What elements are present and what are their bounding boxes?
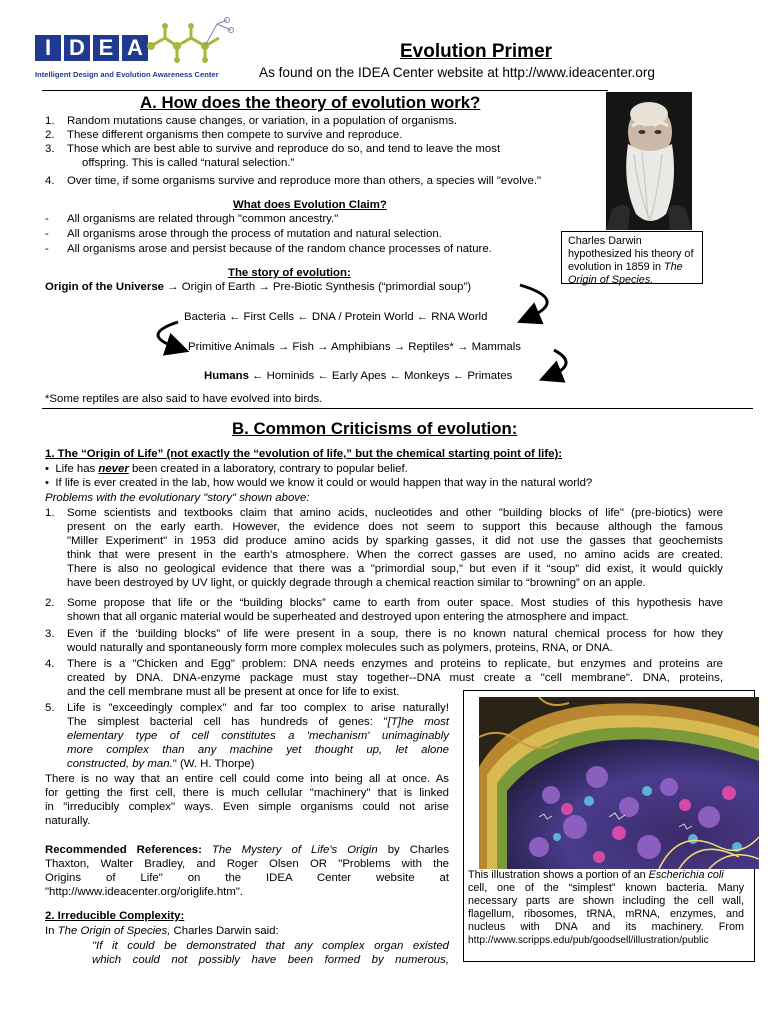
problem-line: Even if the ‘building blocks” of life were present in a soup, there is no known natural chemical process for how they [67, 628, 723, 640]
story-heading: The story of evolution: [228, 267, 351, 279]
problem-number: 4. [45, 658, 55, 670]
claims-heading: What does Evolution Claim? [233, 199, 387, 211]
problem-number: 5. [45, 702, 55, 714]
step-number: 2. [45, 129, 55, 141]
problem-5-line-5 [67, 757, 449, 771]
problem-line: There is also no geological evidence that there was a "primordial soup," but even if it “soup” did exist, it would quickly [67, 563, 723, 576]
darwin-said-book: The Origin of Species, [57, 925, 171, 937]
logo-letter-i: I [35, 35, 61, 61]
problem-number: 3. [45, 628, 55, 640]
problem-5-line-2 [67, 715, 449, 729]
story-humans: Humans [204, 370, 249, 382]
problem-5 [67, 701, 449, 771]
irreducible-complexity-heading: 2. Irreducible Complexity: [45, 910, 185, 922]
story-arrow-3 [550, 350, 566, 376]
origin-of-life-heading: 1. The “Origin of Life” (not exactly the “evolution of life,” but the chemical starting point of life): [45, 448, 563, 460]
bullet-2-text: If life is ever created in the lab, how would we know it could or would happen that way in the natural world? [55, 477, 593, 489]
step-text-continued: offspring. This is called “natural selection.” [82, 157, 295, 169]
story-arrow-1 [520, 285, 547, 318]
page-subtitle: As found on the IDEA Center website at http://www.ideacenter.org [259, 65, 655, 80]
darwin-said-post: Charles Darwin said: [170, 925, 279, 937]
thorpe-attribution: " (W. H. Thorpe) [172, 758, 255, 771]
idea-logo [35, 30, 245, 80]
thorpe-quote-line: more complex than any machine yet thought up, let alone [67, 744, 449, 757]
darwin-said [45, 924, 279, 938]
story-line-3: Primitive Animals → Fish → Amphibians → Reptiles* → Mammals [188, 341, 521, 353]
problem-5-line-1: Life is "exceedingly complex" and far too complex to arise naturally! [67, 702, 449, 714]
ecoli-caption-line: necessary parts are shown including the cell wall, [468, 895, 744, 907]
problem-line: present on the early earth. However, the evidence does not seem to support this because although the famous [67, 521, 723, 534]
darwin-caption [561, 231, 703, 284]
logo-letter-d: D [64, 35, 90, 61]
story-origin-universe: Origin of the Universe [45, 281, 164, 293]
problem-2 [67, 596, 723, 624]
problem-line: Some scientists and textbooks claim that amino acids, nucleotides and other "building blocks of life" (pre-biotics) were [67, 507, 723, 519]
ecoli-caption-line: cell, one of the “simplest” known bacteria. Many [468, 882, 744, 894]
section-a-heading: A. How does the theory of evolution work? [140, 93, 481, 112]
problem-line: have been destroyed by UV light, or quickly degrade through a chemical reaction similar to “browning” on an apple. [67, 577, 646, 590]
references-line: Thaxton, Walter Bradley, and Roger Olsen OR "Problems with the [45, 858, 449, 871]
story-arrow-2 [158, 322, 178, 348]
references-line-1-text: by Charles [377, 844, 450, 856]
references-label: Recommended References: [45, 844, 202, 856]
paragraph-line: for getting the first cell, there is much cellular "machinery" that is linked [45, 787, 449, 800]
paragraph-line: naturally. [45, 815, 91, 828]
dash-bullet: - [45, 243, 49, 255]
section-divider [42, 408, 753, 409]
step-number: 1. [45, 115, 55, 127]
bullet-never-created: • Life has never been created in a laboratory, contrary to popular belief. [45, 463, 408, 475]
problem-5-line-2-text: The simplest bacterial cell has hundreds of genes: " [67, 716, 388, 729]
step-number: 3. [45, 143, 55, 155]
problem-number: 1. [45, 507, 55, 519]
step-text: These different organisms then compete to survive and reproduce. [67, 129, 403, 141]
claim-item: All organisms are related through "common ancestry." [67, 213, 339, 225]
step-text: Over time, if some organisms survive and reproduce more than others, a species will "evolve." [67, 175, 542, 187]
claim-item: All organisms arose through the process of mutation and natural selection. [67, 228, 442, 240]
logo-subtitle: Intelligent Design and Evolution Awareness Center [35, 70, 219, 79]
logo-letter-e: E [93, 35, 119, 61]
footnote: *Some reptiles are also said to have evolved into birds. [45, 393, 323, 405]
paragraph-line: There is no way that an entire cell could come into being all at once. As [45, 773, 449, 785]
references-book: The Mystery of Life's Origin [201, 844, 378, 856]
problem-line: think that were present in the earth’s atmosphere. When the correct gasses are used, no amino acids are created. [67, 549, 723, 562]
ecoli-caption-line: flagellum, ribosomes, tRNA, mRNA, enzymes, and [468, 908, 744, 920]
bullet-1-pre: Life has [55, 463, 99, 475]
paragraph-line: in "irreducibly complex" ways. Even simple organisms could not arise [45, 801, 449, 814]
logo-letter-a: A [122, 35, 148, 61]
dash-bullet: - [45, 213, 49, 225]
ecoli-illustration [479, 697, 759, 869]
references-line-1 [45, 843, 449, 857]
ecoli-caption-pre: This illustration shows a portion of an [468, 869, 649, 881]
problems-intro: Problems with the evolutionary "story" shown above: [45, 492, 310, 504]
references-line: Origins of Life" on the IDEA Center website at [45, 872, 449, 885]
recommended-references [45, 843, 449, 899]
story-line-1 [45, 280, 471, 294]
problem-number: 2. [45, 597, 55, 609]
dash-bullet: - [45, 228, 49, 240]
darwin-quote-line: which could not possibly have been formed by numerous, [92, 954, 449, 967]
ecoli-caption-line: nucleus with DNA and its machinery. From [468, 921, 744, 933]
problem-line: would naturally and spontaneously form more complex molecules such as polymers, proteins, RNA, or DNA. [67, 642, 613, 655]
problem-line: and the cell membrane must all be present at once for life to exist. [67, 686, 400, 699]
claim-item: All organisms arose and persist because of the random chance processes of nature. [67, 243, 492, 255]
step-text: Those which are best able to survive and reproduce do so, and tend to leave the most [67, 143, 501, 155]
story-line-1-text: → Origin of Earth → Pre-Biotic Synthesis (“primordial soup”) [164, 281, 472, 293]
bullet-1-emphasis: never [98, 463, 129, 475]
step-text: Random mutations cause changes, or variation, in a population of organisms. [67, 115, 458, 127]
problem-line: "Miller Experiment" in 1953 did produce amino acids by sparking gasses, it did not use the gasses that geochemists [67, 535, 723, 548]
problem-1 [67, 506, 723, 591]
story-line-2: Bacteria ← First Cells ← DNA / Protein World ← RNA World [184, 311, 488, 323]
problem-3 [67, 627, 723, 655]
molecule-icon [147, 16, 235, 70]
problem-line: There is a "Chicken and Egg" problem: DNA needs enzymes and proteins to replicate, but enzymes and proteins are [67, 658, 723, 670]
story-line-4 [204, 369, 512, 383]
darwin-caption-book: The Origin of Species. [568, 261, 683, 286]
thorpe-quote-end: constructed, by man. [67, 758, 173, 771]
ecoli-caption [468, 869, 744, 947]
darwin-caption-text: Charles Darwin hypothesized his theory of evolution in 1859 in [568, 235, 694, 273]
problem-line: created by DNA. DNA-enzyme package must stay together--DNA must create a "cell membrane". DNA, proteins, [67, 672, 723, 685]
step-number: 4. [45, 175, 55, 187]
page-title: Evolution Primer [400, 41, 553, 62]
thorpe-quote-start: [T]he most [387, 716, 449, 729]
thorpe-quote-line: elementary type of cell constitutes a 'mechanism' unimaginably [67, 730, 449, 743]
darwin-said-pre: In [45, 925, 58, 937]
section-b-heading: B. Common Criticisms of evolution: [232, 419, 518, 438]
darwin-quote-line: "If it could be demonstrated that any complex organ existed [92, 940, 449, 952]
darwin-quote [92, 939, 449, 967]
story-line-4-text: ← Hominids ← Early Apes ← Monkeys ← Primates [248, 370, 513, 382]
problem-line: Some propose that life or the “building blocks” came to earth from outer space. Most studies of this hypothesis have [67, 597, 723, 609]
problem-line: shown that all organic material would be superheated and destroyed upon entering the atmosphere and impact. [67, 611, 629, 624]
references-line: "http://www.ideacenter.org/origlife.htm". [45, 886, 244, 899]
header-divider [42, 90, 608, 91]
bullet-1-post: been created in a laboratory, contrary to popular belief. [128, 463, 408, 475]
darwin-portrait [606, 92, 692, 230]
whole-cell-paragraph [45, 772, 449, 828]
ecoli-figure [463, 690, 755, 962]
bullet-if-created: • If life is ever created in the lab, how would we know it could or would happen that way in the natural world? [45, 477, 593, 489]
ecoli-caption-species: Escherichia coli [648, 869, 724, 881]
ecoli-caption-url: http://www.scripps.edu/pub/goodsell/illustration/public [468, 935, 709, 946]
